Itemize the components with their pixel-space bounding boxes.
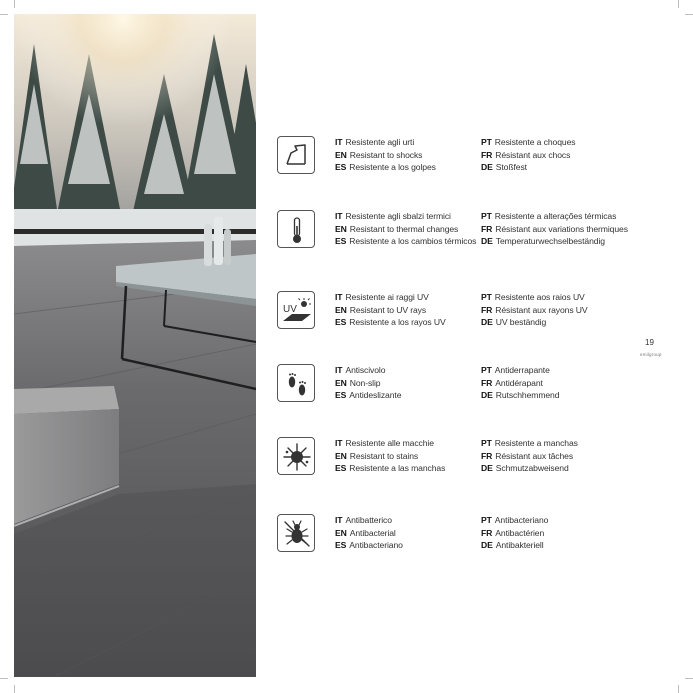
feature-text: Resistente alle macchie (345, 438, 434, 448)
feature-line-en (335, 304, 446, 317)
feature-line-de (481, 316, 588, 329)
lang-code: ES (335, 463, 347, 473)
lang-code: DE (481, 463, 493, 473)
feature-line-es (335, 539, 403, 552)
lang-code: IT (335, 292, 343, 302)
lang-code: EN (335, 450, 347, 461)
lang-code: ES (335, 162, 347, 172)
lang-code: FR (481, 223, 493, 234)
lang-code: FR (481, 377, 493, 388)
feature-text-left (335, 364, 401, 402)
feature-line-fr (481, 223, 628, 236)
feature-text: Stoßfest (495, 162, 527, 172)
feature-line-de (481, 161, 575, 174)
feature-line-it (335, 364, 401, 377)
feature-line-it (335, 291, 446, 304)
feature-line-es (335, 235, 476, 248)
lang-code: ES (335, 540, 347, 550)
lang-code: EN (335, 377, 347, 388)
shock-resistance-icon (277, 136, 315, 174)
feature-text: Antibatterico (345, 515, 392, 525)
feature-line-it (335, 514, 403, 527)
footprints-icon (277, 364, 315, 402)
feature-text-right (481, 364, 559, 402)
feature-line-en (335, 377, 401, 390)
feature-text: Schmutzabweisend (495, 463, 569, 473)
lang-code: EN (335, 149, 347, 160)
feature-text: UV beständig (495, 317, 547, 327)
feature-line-pt (481, 437, 578, 450)
uv-icon-text: UV (283, 304, 297, 315)
feature-text-right (481, 514, 548, 552)
feature-text: Resistente a los cambios térmicos (349, 236, 477, 246)
feature-line-en (335, 149, 436, 162)
feature-line-es (335, 161, 436, 174)
feature-text: Resistente a alterações térmicas (494, 211, 617, 221)
bacteria-bug-icon (277, 514, 315, 552)
lang-code: FR (481, 527, 493, 538)
feature-line-fr (481, 149, 575, 162)
lang-code: DE (481, 162, 493, 172)
lang-code: EN (335, 304, 347, 315)
feature-text: Resistente aos raios UV (494, 292, 585, 302)
feature-line-it (335, 136, 436, 149)
feature-line-en (335, 527, 403, 540)
thermometer-icon (277, 210, 315, 248)
feature-line-en (335, 450, 445, 463)
feature-text: Antibakteriell (495, 540, 544, 550)
lang-code: EN (335, 223, 347, 234)
crop-mark (14, 0, 15, 8)
lang-code: ES (335, 390, 347, 400)
feature-line-de (481, 235, 628, 248)
lang-code: IT (335, 515, 343, 525)
feature-text-left (335, 437, 445, 475)
lang-code: PT (481, 438, 492, 448)
stain-splash-icon (277, 437, 315, 475)
lang-code: FR (481, 450, 493, 461)
feature-line-pt (481, 291, 588, 304)
crop-mark (685, 14, 693, 15)
lang-code: IT (335, 137, 343, 147)
feature-text: Resistente a los golpes (349, 162, 436, 172)
feature-text-left (335, 136, 436, 174)
feature-line-de (481, 539, 548, 552)
lang-code: PT (481, 292, 492, 302)
feature-text: Resistente a choques (494, 137, 576, 147)
lang-code: PT (481, 137, 492, 147)
feature-text: Resistente agli urti (345, 137, 415, 147)
feature-line-en (335, 223, 476, 236)
lang-code: ES (335, 317, 347, 327)
crop-mark (685, 678, 693, 679)
feature-text: Resistant to thermal changes (349, 223, 459, 234)
lang-code: IT (335, 438, 343, 448)
feature-text: Résistant aux chocs (495, 149, 571, 160)
lang-code: IT (335, 211, 343, 221)
feature-line-fr (481, 450, 578, 463)
feature-non-slip (277, 360, 637, 404)
feature-text-left (335, 514, 403, 552)
feature-text: Antiderrapante (494, 365, 550, 375)
feature-text: Resistente agli sbalzi termici (345, 211, 451, 221)
crop-mark (0, 678, 8, 679)
feature-line-fr (481, 304, 588, 317)
feature-stain-resistance (277, 433, 637, 477)
feature-line-fr (481, 377, 559, 390)
feature-text: Resistente a los rayos UV (349, 317, 446, 327)
feature-text: Antibacteriano (494, 515, 549, 525)
interior-photo-illustration (14, 14, 256, 677)
crop-mark (0, 14, 8, 15)
feature-text: Résistant aux variations thermiques (495, 223, 628, 234)
lang-code: ES (335, 236, 347, 246)
feature-text: Antibactérien (495, 527, 545, 538)
feature-line-pt (481, 514, 548, 527)
feature-line-es (335, 462, 445, 475)
feature-line-es (335, 316, 446, 329)
feature-uv-resistance (277, 287, 637, 331)
feature-text: Resistant to UV rays (349, 304, 427, 315)
feature-line-it (335, 437, 445, 450)
interior-photo (14, 14, 256, 677)
lang-code: FR (481, 149, 493, 160)
feature-text: Resistente a las manchas (349, 463, 446, 473)
lang-code: FR (481, 304, 493, 315)
feature-line-de (481, 462, 578, 475)
lang-code: DE (481, 540, 493, 550)
lang-code: PT (481, 211, 492, 221)
lang-code: EN (335, 527, 347, 538)
lang-code: PT (481, 515, 492, 525)
crop-mark (678, 0, 679, 8)
feature-text: Antibacterial (349, 527, 396, 538)
feature-text-right (481, 210, 628, 248)
feature-line-it (335, 210, 476, 223)
feature-line-pt (481, 210, 628, 223)
feature-text-left (335, 210, 476, 248)
feature-text-right (481, 291, 588, 329)
feature-text: Résistant aux rayons UV (495, 304, 588, 315)
feature-text-right (481, 136, 575, 174)
feature-thermal-resistance (277, 206, 637, 250)
feature-text: Temperaturwechselbeständig (495, 236, 605, 246)
feature-text: Résistant aux tâches (495, 450, 574, 461)
feature-line-pt (481, 364, 559, 377)
feature-text: Resistente ai raggi UV (345, 292, 429, 302)
uv-sun-icon (277, 291, 315, 329)
feature-text: Antiscivolo (345, 365, 386, 375)
lang-code: IT (335, 365, 343, 375)
lang-code: DE (481, 236, 493, 246)
lang-code: DE (481, 317, 493, 327)
feature-text-left (335, 291, 446, 329)
feature-text: Antideslizante (349, 390, 402, 400)
feature-line-pt (481, 136, 575, 149)
feature-text: Non-slip (349, 377, 381, 388)
feature-text: Resistant to stains (349, 450, 419, 461)
lang-code: PT (481, 365, 492, 375)
feature-line-fr (481, 527, 548, 540)
feature-text: Antidérapant (495, 377, 543, 388)
feature-text-right (481, 437, 578, 475)
brand-name: emilgroup (640, 352, 662, 357)
feature-text: Resistant to shocks (349, 149, 423, 160)
crop-mark (678, 685, 679, 693)
feature-line-es (335, 389, 401, 402)
feature-text: Rutschhemmend (495, 390, 560, 400)
crop-mark (14, 685, 15, 693)
feature-antibacterial (277, 510, 637, 554)
feature-text: Resistente a manchas (494, 438, 578, 448)
feature-line-de (481, 389, 559, 402)
feature-shock-resistance (277, 132, 637, 176)
lang-code: DE (481, 390, 493, 400)
page-number: 19 (645, 338, 654, 347)
feature-text: Antibacteriano (349, 540, 403, 550)
